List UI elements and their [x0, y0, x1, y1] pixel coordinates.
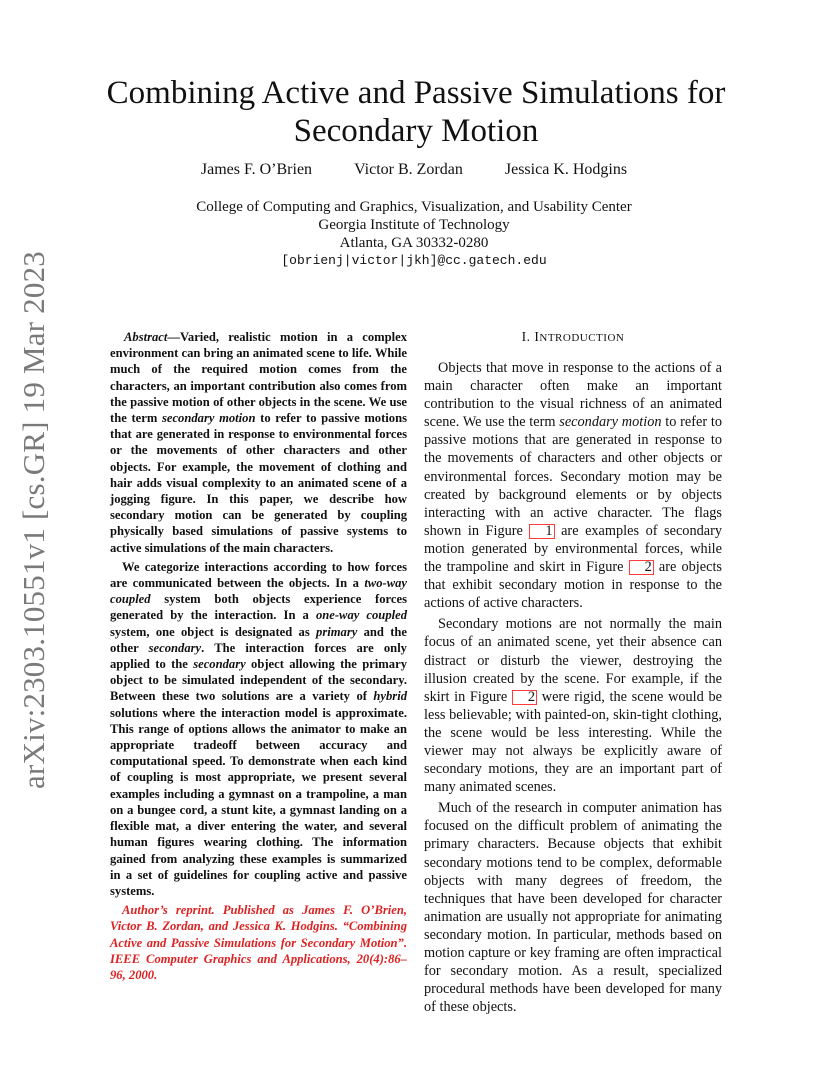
body-paragraph: [424, 615, 722, 796]
author-list: [0, 161, 828, 179]
text-run: were rigid, the scene would be less believable; with painted-on, skin-tight clothing, the scene would be less interesting. While the viewer may not always be explicitly aware of secondary motions, they are an important part of many animated scenes.: [424, 688, 722, 796]
text-run: to refer to passive motions that are generated in response to the movements of characters and other objects or environmental forces. Secondary motion may be created by background elements or by objects interacting with an active character. The flags shown in Figure: [424, 414, 722, 539]
body-text: [424, 800, 722, 1015]
emphasized-term: hybrid: [373, 689, 407, 704]
section-cap: I: [534, 329, 540, 344]
author-name: Jessica K. Hodgins: [504, 161, 628, 178]
affiliation-line: Georgia Institute of Technology: [318, 217, 510, 233]
author-name: Victor B. Zordan: [354, 161, 463, 178]
abstract-paragraph: [110, 329, 407, 556]
body-paragraph: [424, 799, 722, 1016]
abstract-text: [110, 330, 407, 555]
emphasized-term: secondary motion: [161, 411, 256, 426]
abstract-text: [110, 560, 407, 898]
body-text: [424, 616, 722, 795]
author-name: James F. O’Brien: [200, 161, 313, 178]
text-run: are examples of secondary motion generated by environmental forces, while the trampoline and skirt in Figure: [424, 522, 722, 576]
text-run: . The interaction forces are only applied to the: [110, 640, 407, 672]
abstract-lead: Abstract: [124, 330, 168, 344]
author-email: [obrienj|victor|jkh]@cc.gatech.edu: [281, 253, 547, 268]
emphasized-term: two-way coupled: [110, 576, 407, 607]
body-text: [424, 360, 722, 611]
emphasized-term: secondary: [148, 640, 202, 655]
text-run: We categorize interactions according to how forces are communicated between the objects. In a: [110, 559, 407, 591]
emphasized-term: primary: [316, 624, 358, 639]
text-run: system, one object is designated as: [110, 624, 317, 639]
emphasized-term: one-way coupled: [315, 608, 407, 623]
section-heading: [424, 329, 722, 345]
affiliation-line: College of Computing and Graphics, Visualization, and Usability Center: [196, 199, 632, 215]
figure-reference-link[interactable]: 1: [529, 524, 554, 539]
emphasized-term: secondary motion: [559, 414, 662, 431]
figure-reference-link[interactable]: 2: [512, 690, 537, 705]
section-rest: NTRODUCTION: [539, 332, 625, 344]
text-run: and the other: [110, 624, 407, 655]
text-run: Secondary motions are not normally the main focus of an animated scene, yet their absence can distract or disturb the viewer, destroying the illusion created by the scene. For example, if the skirt in Figure: [424, 616, 722, 705]
body-paragraph: [424, 359, 722, 612]
emphasized-term: secondary: [193, 657, 246, 672]
introduction-column: [424, 329, 722, 1016]
text-run: are objects that exhibit secondary motion in response to the actions of active characters.: [424, 559, 722, 612]
text-run: object allowing the primary object to be simulated independent of the secondary. Between these two solutions are a variety of: [110, 657, 407, 704]
abstract-paragraph: [110, 559, 407, 899]
arxiv-identifier-text: arXiv:2303.10551v1 [cs.GR] 19 Mar 2023: [16, 251, 51, 789]
reprint-notice: Author’s reprint. Published as James F. O’Brien, Victor B. Zordan, and Jessica K. Hodgins. “Combining Active and Passive Simulations for Secondary Motion”. IEEE Computer Graphics and Applications, 20(4):86–96, 2000.: [110, 903, 407, 982]
text-run: solutions where the interaction model is approximate. This range of options allows the animator to make an appropriate tradeoff between accuracy and computational speed. To demonstrate when each kind of coupling is most appropriate, we present several examples including a gymnast on a trampoline, a man on a bungee cord, a stunt kite, a gymnast landing on a flexible mat, a diver entering the water, and several human figures wearing clothing. The information gained from analyzing these examples is summarized in a set of guidelines for coupling active and passive systems.: [110, 705, 407, 898]
text-run: system both objects experience forces generated by the interaction. In a: [110, 592, 407, 623]
text-run: —Varied, realistic motion in a complex environment can bring an animated scene to life. While much of the required motion comes from the characters, an important contribution also comes from the passive motion of other objects in the scene. We use the term: [110, 330, 407, 426]
affiliation-block: [0, 198, 828, 270]
arxiv-identifier-stamp: [10, 251, 58, 789]
section-numeral: I.: [521, 329, 535, 344]
figure-reference-link[interactable]: 2: [629, 560, 654, 575]
text-run: Much of the research in computer animation has focused on the difficult problem of animating the primary characters. Because objects that exhibit secondary motions tend to be complex, deformable objects with many degrees of freedom, the techniques that have been developed for character animation are usually not appropriate for animating secondary motion. In particular, methods based on motion capture or key framing are often impractical for secondary motion. As a result, specialized procedural methods have been developed for many of these objects.: [424, 800, 722, 1016]
text-run: to refer to passive motions that are generated in response to environmental forces or the movements of other characters and other objects. For example, the movement of clothing and hair adds visual complexity to an animated scene of a jogging figure. In this paper, we describe how secondary motion can be generated by coupling physically based simulations of passive systems to active simulations of the main characters.: [110, 411, 407, 555]
paper-title: Combining Active and Passive Simulations for Secondary Motion: [106, 75, 726, 149]
affiliation-line: Atlanta, GA 30332-0280: [339, 235, 489, 251]
abstract-column: [110, 329, 407, 983]
text-run: Objects that move in response to the actions of a main character often make an important contribution to the visual richness of an animated scene. We use the term: [424, 360, 722, 431]
